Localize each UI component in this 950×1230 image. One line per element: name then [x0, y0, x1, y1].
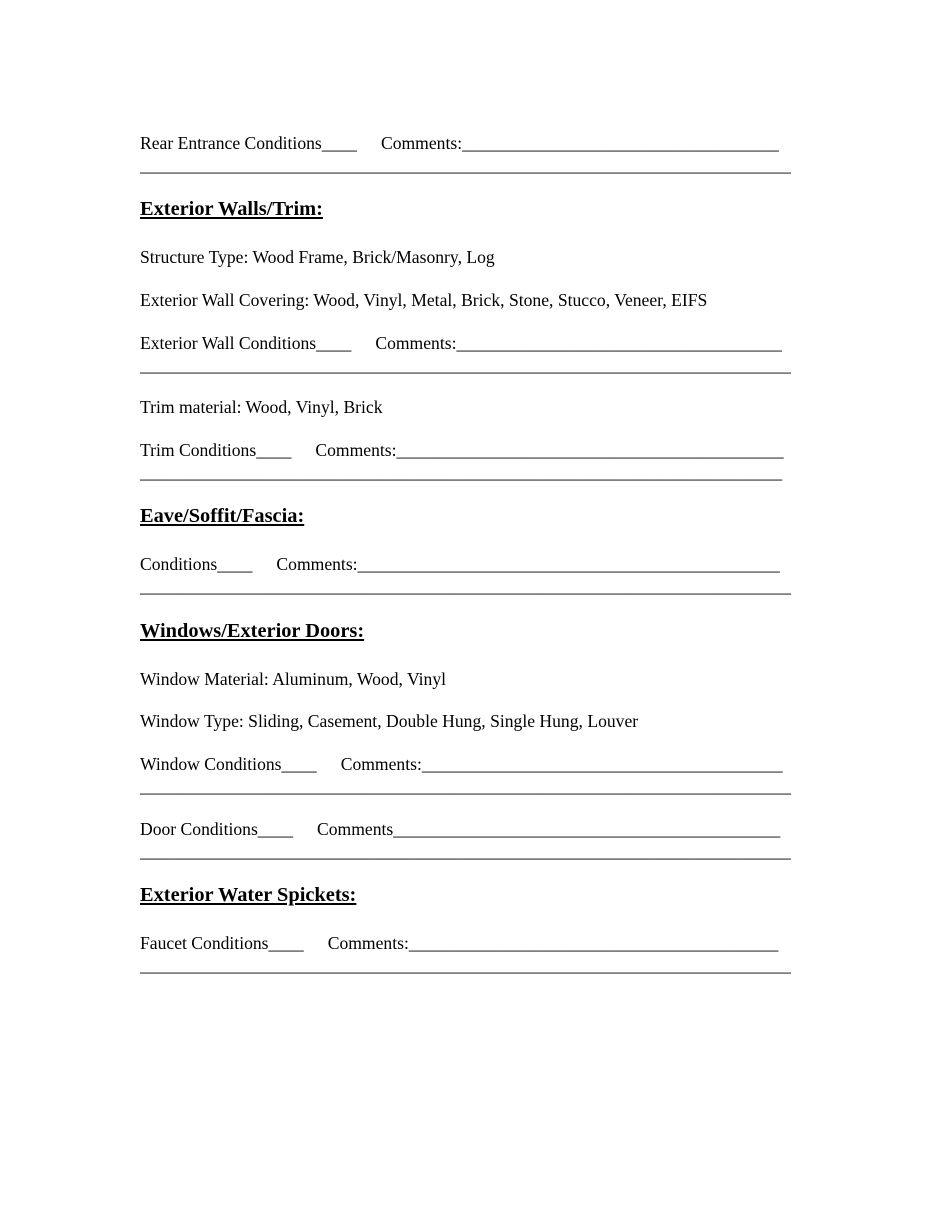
trim-material-info: Trim material: Wood, Vinyl, Brick [140, 397, 383, 417]
section-heading-eave-soffit: Eave/Soffit/Fascia: [140, 505, 305, 527]
comments-label: Comments [316, 819, 394, 839]
condition-blank: ____ [281, 754, 317, 774]
window-material-info: Window Material: Aluminum, Wood, Vinyl [140, 669, 446, 689]
eave-conditions-row [140, 556, 780, 574]
comments-continuation-line: __________________________________________________________________________ [140, 576, 791, 596]
comments-continuation-line: __________________________________________________________________________ [140, 841, 791, 861]
comments-line: __________________________________________ [408, 933, 779, 953]
comments-label: Comments: [327, 933, 409, 953]
comments-continuation-line: __________________________________________________________________________ [140, 355, 791, 375]
window-conditions-row [140, 756, 783, 774]
comments-line: _________________________________________ [421, 754, 783, 774]
row-label: Window Conditions [140, 754, 282, 774]
comments-line: ________________________________________________ [357, 554, 780, 574]
condition-blank: ____ [321, 133, 357, 153]
comments-line: ____________________________________________ [393, 819, 781, 839]
condition-blank: ____ [217, 554, 253, 574]
comments-line: ____________________________________ [462, 133, 779, 153]
condition-blank: ____ [316, 333, 352, 353]
condition-blank: ____ [256, 440, 292, 460]
comments-continuation-line: __________________________________________________________________________ [140, 776, 791, 796]
comments-label: Comments: [380, 133, 463, 153]
section-heading-windows-doors: Windows/Exterior Doors: [140, 620, 365, 642]
comments-line: ____________________________________________ [396, 440, 784, 460]
comments-label: Comments: [375, 333, 457, 353]
row-label: Rear Entrance Conditions [140, 133, 322, 153]
comments-line: _____________________________________ [456, 333, 782, 353]
condition-blank: ____ [268, 933, 304, 953]
section-heading-water-spickets: Exterior Water Spickets: [140, 884, 357, 906]
comments-continuation-line: _________________________________________________________________________ [140, 462, 783, 482]
structure-type-info: Structure Type: Wood Frame, Brick/Masonry, Log [140, 247, 495, 267]
window-type-info: Window Type: Sliding, Casement, Double Hung, Single Hung, Louver [140, 711, 639, 731]
wall-covering-info: Exterior Wall Covering: Wood, Vinyl, Metal, Brick, Stone, Stucco, Veneer, EIFS [140, 290, 708, 310]
comments-label: Comments: [315, 440, 397, 460]
comments-label: Comments: [276, 554, 358, 574]
comments-continuation-line: __________________________________________________________________________ [140, 955, 791, 975]
rear-entrance-row [140, 135, 779, 153]
row-label: Trim Conditions [140, 440, 257, 460]
comments-continuation-line: __________________________________________________________________________ [140, 155, 791, 175]
row-label: Conditions [140, 554, 218, 574]
comments-label: Comments: [340, 754, 422, 774]
trim-conditions-row [140, 442, 784, 460]
wall-conditions-row [140, 335, 782, 353]
door-conditions-row [140, 821, 780, 839]
row-label: Exterior Wall Conditions [140, 333, 317, 353]
condition-blank: ____ [257, 819, 293, 839]
faucet-conditions-row [140, 935, 778, 953]
row-label: Door Conditions [140, 819, 258, 839]
row-label: Faucet Conditions [140, 933, 269, 953]
section-heading-exterior-walls: Exterior Walls/Trim: [140, 198, 323, 220]
